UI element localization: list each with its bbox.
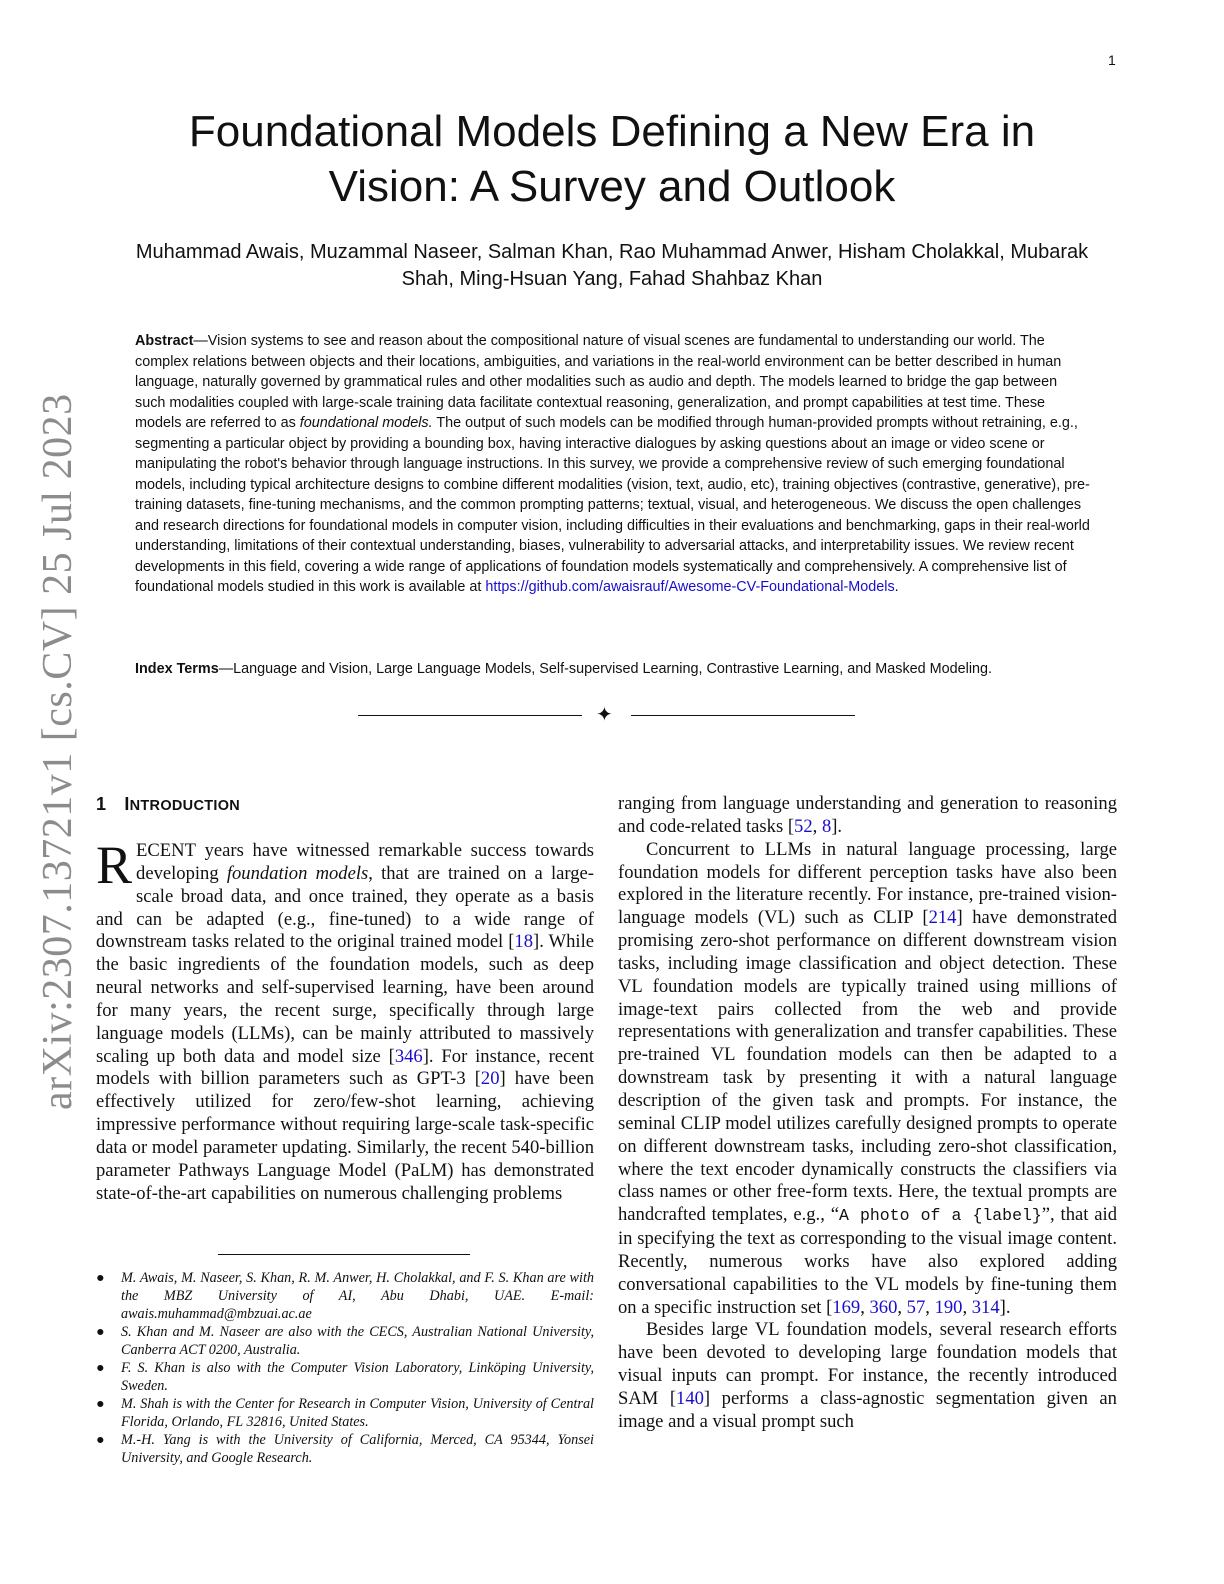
text-run: ]. While the basic ingredients of the foundation models, such as deep neural networks and self-supervised learning, have been around for many years, the recent surge, specifically through large language models (LLMs), can be mainly attributed to massively scaling up both data and model size [: [96, 931, 594, 1067]
text-run: Concurrent to LLMs in natural language processing, large foundation models for different perception tasks have also been explored in the literature recently. For instance, pre-trained vision-language models (VL) such as CLIP [: [618, 838, 1117, 929]
text-run: ”, that aid in specifying the text as corresponding to the visual image content. Recently, numerous works have also explored adding conversational capabilities to the VL models by fine-tuning them on a specific instruction set [: [618, 1204, 1117, 1318]
section-heading-introduction: [96, 794, 240, 815]
separator: ,: [925, 1296, 935, 1318]
abstract-text-2: The output of such models can be modified through human-provided prompts without retraining, e.g., segmenting a particular object by providing a bounding box, having interactive dialogues by asking questions about an image or video scene or manipulating the robot's behavior through language instructions. In this survey, we provide a comprehensive review of such emerging foundational models, including typical architecture designs to combine different modalities (vision, text, audio, etc), training objectives (contrastive, generative), pre-training datasets, fine-tuning mechanisms, and the common prompting patterns; textual, visual, and heterogeneous. We discuss the open challenges and research directions for foundational models in computer vision, including difficulties in their evaluations and benchmarking, gaps in their real-world understanding, limitations of their contextual understanding, biases, vulnerability to adversarial attacks, and interpretability issues. We review recent developments in this field, covering a wide range of applications of foundation models systematically and comprehensively. A comprehensive list of foundational models studied in this work is available at: [135, 415, 1090, 595]
section-title-rest: NTRODUCTION: [129, 798, 241, 814]
bullet-icon: ●: [96, 1323, 105, 1340]
github-link[interactable]: https://github.com/awaisrauf/Awesome-CV-Foundational-Models: [485, 579, 895, 595]
affiliation-footnotes: [96, 1270, 594, 1468]
text-run: ].: [999, 1296, 1011, 1318]
citation-link[interactable]: 360: [869, 1296, 898, 1318]
section-number: 1: [96, 794, 107, 814]
text-run: ] have been effectively utilized for zero/few-shot learning, achieving impressive performance without requiring large-scale task-specific data or model parameter updating. Similarly, the recent 540-billion parameter Pathways Language Model (PaLM) has demonstrated state-of-the-art capabilities on numerous challenging problems: [96, 1068, 595, 1204]
abstract-end: .: [894, 579, 899, 595]
paragraph-vl-models: [618, 839, 1117, 1320]
footnote-text: M. Shah is with the Center for Research in Computer Vision, University of Central Florida, Orlando, FL 32816, United States.: [121, 1396, 594, 1430]
arxiv-identifier-stamp: arXiv:2307.13721v1 [cs.CV] 25 Jul 2023: [35, 393, 81, 1110]
left-column-body: [96, 835, 595, 1206]
bullet-icon: ●: [96, 1396, 105, 1413]
text-run: ] performs a class-agnostic segmentation given an image and a visual prompt such: [618, 1387, 1117, 1432]
citation-link[interactable]: 18: [514, 931, 533, 953]
abstract-text-1: —Vision systems to see and reason about the compositional nature of visual scenes are fundamental to understanding our world. The complex relations between objects and their locations, ambiguities, and variations in the real-world environment can be better described in human language, naturally governed by grammatical rules and other modalities such as audio and depth. The models learned to bridge the gap between such modalities coupled with large-scale training data facilitate contextual reasoning, generalization, and prompt capabilities at test time. These models are referred to as: [135, 333, 1062, 431]
text-run: ]. For instance, recent models with billion parameters such as GPT-3 [: [96, 1045, 594, 1090]
footnote-item: [96, 1396, 594, 1432]
code-template: A photo of a {label}: [838, 1206, 1042, 1226]
abstract: [135, 331, 1090, 598]
paragraph-intro: [96, 835, 595, 1206]
index-terms-text: —Language and Vision, Large Language Models, Self-supervised Learning, Contrastive Learning, and Masked Modeling.: [218, 661, 993, 677]
footnote-item: [96, 1324, 594, 1360]
abstract-label: Abstract: [135, 333, 194, 349]
section-divider: [358, 702, 855, 726]
citation-link[interactable]: 190: [934, 1296, 963, 1318]
divider-line-left: [358, 715, 582, 716]
citation-link[interactable]: 8: [821, 815, 832, 837]
separator: ,: [897, 1296, 907, 1318]
emphasis-text: foundation models: [226, 862, 369, 884]
bullet-icon: ●: [96, 1359, 105, 1376]
divider-line-right: [631, 715, 855, 716]
footnote-text: S. Khan and M. Naseer are also with the CECS, Australian National University, Canberra ACT 0200, Australia.: [121, 1323, 594, 1358]
right-column-body: [618, 793, 1117, 1434]
dropcap-letter: R: [96, 835, 133, 895]
footnote-item: [96, 1360, 594, 1396]
abstract-emphasis: foundational models.: [299, 415, 433, 431]
text-run: ].: [831, 815, 843, 837]
citation-link[interactable]: 214: [928, 907, 957, 929]
footnote-text: M. Awais, M. Naseer, S. Khan, R. M. Anwer, H. Cholakkal, and F. S. Khan are with the MBZ University of AI, Abu Dhabi, UAE. E-mail: awais.muhammad@mbzuai.ac.ae: [121, 1270, 594, 1322]
index-terms: [135, 659, 1090, 679]
text-run: , that are trained on a large-scale broad data, and once trained, they operate as a basis and can be adapted (e.g., fine-tuned) to a wide range of downstream tasks related to the original trained model [: [96, 862, 594, 953]
page-number: 1: [1108, 52, 1116, 68]
divider-star-icon: ✦: [596, 702, 613, 726]
separator: ,: [812, 815, 822, 837]
bullet-icon: ●: [96, 1432, 105, 1449]
footnote-text: F. S. Khan is also with the Computer Vision Laboratory, Linköping University, Sweden.: [121, 1359, 594, 1394]
text-run: ] have demonstrated promising zero-shot performance on different downstream vision tasks, including image classification and object detection. These VL foundation models are typically trained using millions of image-text pairs collected from the web and provide representations with generalization and transfer capabilities. These pre-trained VL foundation models can then be adapted to a downstream task by presenting it with a natural language description of the given task and prompts. For instance, the seminal CLIP model utilizes carefully designed prompts to operate on different downstream tasks, including zero-shot classification, where the text encoder dynamically constructs the classifiers via class names or other free-form texts. Here, the textual prompts are handcrafted templates, e.g., “: [618, 907, 1117, 1226]
paragraph-visual-prompts: [618, 1319, 1117, 1433]
paragraph-continuation: [618, 793, 1117, 839]
citation-link[interactable]: 57: [906, 1296, 926, 1318]
text-run: ranging from language understanding and generation to reasoning and code-related tasks [: [618, 793, 1117, 837]
separator: ,: [860, 1296, 870, 1318]
citation-link[interactable]: 346: [394, 1045, 423, 1067]
footnote-rule: [218, 1254, 470, 1255]
citation-link[interactable]: 20: [480, 1068, 500, 1090]
author-list: Muhammad Awais, Muzammal Naseer, Salman Khan, Rao Muhammad Anwer, Hisham Cholakkal, Mubarak Shah, Ming-Hsuan Yang, Fahad Shahbaz Khan: [135, 241, 1089, 290]
footnote-text: M.-H. Yang is with the University of California, Merced, CA 95344, Yonsei University, and Google Research.: [121, 1432, 594, 1466]
index-terms-label: Index Terms: [135, 661, 219, 677]
smallcaps-word: ECENT: [136, 840, 196, 861]
text-run: Besides large VL foundation models, several research efforts have been devoted to developing large foundation models that visual inputs can prompt. For instance, the recently introduced SAM [: [618, 1319, 1117, 1409]
separator: ,: [962, 1296, 972, 1318]
section-initial: I: [124, 794, 130, 814]
paper-title: Foundational Models Defining a New Era in Vision: A Survey and Outlook: [188, 107, 1036, 211]
footnote-item: [96, 1270, 594, 1323]
bullet-icon: ●: [96, 1270, 105, 1286]
citation-link[interactable]: 314: [971, 1296, 1000, 1318]
citation-link[interactable]: 52: [794, 815, 813, 837]
citation-link[interactable]: 169: [832, 1296, 861, 1318]
citation-link[interactable]: 140: [676, 1387, 704, 1409]
text-run: years have witnessed remarkable success towards developing: [136, 840, 594, 884]
footnote-item: [96, 1432, 594, 1468]
